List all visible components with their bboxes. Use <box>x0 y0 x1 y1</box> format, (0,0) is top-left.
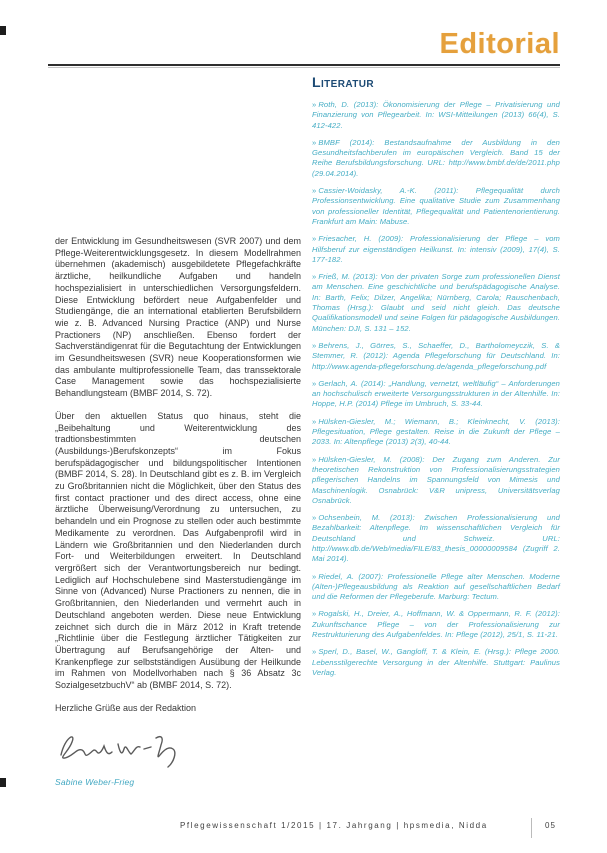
reference-entry <box>312 138 560 179</box>
reference-text: Roth, D. (2013): Ökonomisierung der Pflege – Privatisierung und Finanzierung von Pflegearbeit. In: WSI-Mitteilungen (2013) 66(4), S. 412-422. <box>312 100 560 130</box>
header-rule <box>48 64 560 66</box>
reference-text: Ochsenbein, M. (2013): Zwischen Professionalisierung und Bezahlbarkeit: Altenpflege. Im wissenschaftlichen Vergleich für Deutschland und Schweiz. URL: http://www.db.de/Web/media/FILE/83_thesis_00000009584 (Zugriff 2. Mai 2014). <box>312 513 560 564</box>
reference-bullet-icon: » <box>312 571 317 581</box>
page-footer <box>0 818 607 840</box>
literature-heading: Literatur <box>312 74 374 90</box>
editorial-body-column <box>55 236 301 789</box>
reference-bullet-icon: » <box>312 378 317 388</box>
reference-bullet-icon: » <box>312 186 317 196</box>
header-rule-shadow <box>48 67 560 68</box>
reference-text: Friesacher, H. (2009): Professionalisierung der Pflege – vom Hilfsberuf zur eigenständigen Heilkunst. In: intensiv (2009), 17(4), S. 177-182. <box>312 234 560 264</box>
footer-divider <box>531 818 532 838</box>
editorial-paragraphs <box>55 236 301 692</box>
reference-entry <box>312 341 560 372</box>
reference-bullet-icon: » <box>312 454 317 464</box>
reference-bullet-icon: » <box>312 137 317 147</box>
literature-column <box>312 74 560 685</box>
reference-entry <box>312 379 560 410</box>
reference-entry <box>312 647 560 678</box>
reference-entry <box>312 234 560 265</box>
reference-bullet-icon: » <box>312 513 317 523</box>
reference-bullet-icon: » <box>312 340 317 350</box>
closing-line: Herzliche Grüße aus der Redaktion <box>55 702 197 713</box>
reference-text: Rogalski, H., Dreier, A., Hoffmann, W. & Oppermann, R. F. (2012): Zukunftschance Pflege – von der Professionalisierung zur Restrukturierung des Aufgabenfeldes. In: Pflege (2012), 25/1, S. 11-21. <box>312 609 560 640</box>
reference-text: BMBF (2014): Bestandsaufnahme der Ausbildung in den Gesundheitsfachberufen im europäischen Vergleich. Band 15 der Reihe Berufsbildungsforschung. URL: http://www.bmbf.de/de/2011.php (29.04.2014). <box>312 137 560 178</box>
reference-text: Hülsken-Giesler, M. (2008): Der Zugang zum Anderen. Zur theoretischen Rekonstruktion von Professionalisierungsstrategien pflegerischen Handelns im Spannungsfeld von Mimesis und Maschinenlogik. Osnabrück: V&R unipress, Universitätsverlag Osnabrück. <box>312 454 560 505</box>
reference-bullet-icon: » <box>312 100 317 109</box>
reference-bullet-icon: » <box>312 234 317 244</box>
reference-bullet-icon: » <box>312 272 317 282</box>
reference-entry <box>312 572 560 603</box>
signature-image <box>51 725 191 775</box>
reference-bullet-icon: » <box>312 647 317 657</box>
reference-text: Cassier-Woidasky, A.-K. (2011): Pflegequalität durch Professionsentwicklung. Eine qualitative Studie zum Zusammenhang von professioneller Identität, Pflegequalität und Patientenorientierung. Frankfurt am Main: Mabuse. <box>312 186 560 226</box>
footer-journal-line: Pflegewissenschaft 1/2015 | 17. Jahrgang | hpsmedia, Nidda <box>180 821 488 830</box>
reference-bullet-icon: » <box>312 416 317 426</box>
body-paragraph: der Entwicklung im Gesundheitswesen (SVR 2007) und dem Pflege-Weiterentwicklungsgesetz. In diesem Modellrahmen übernehmen (akademisch) ausgebildetete Pflegefachkräfte ärztliche, heilkundliche Aufgaben und handeln hochspezialisiert in unterschiedlichen Versorgungsfeldern. Diese Entwicklung befördert neue Aufgabenfelder und Studiengänge, die an international etablierten Berufsbildern wie z. B. Advanced Nursing Practice (ANP) und Nurse Practioners (NP) anschließen. Ebenso fordert der Sachverständigenrat für die Begutachtung der Entwicklungen im Gesundheitswesen (SVR) neue Kooperationsformen wie das ambulante multiprofessionelle Team, das transsektorale Case Management sowie das hochspezialisierte Behandlungsteam (BMBF 2014, S. 72). <box>55 236 301 399</box>
reference-entry <box>312 455 560 506</box>
reference-entry <box>312 513 560 564</box>
reference-text: Hülsken-Giesler, M.; Wiemann, B.; Kleinknecht, V. (2013): Pflegesituation, Pflege gestalten. Reise in die Zukunft der Pflege – 2033. In: Altenpflege (2013) 2(3), 40-44. <box>312 416 560 447</box>
print-registration-mark-top <box>0 26 6 35</box>
author-name: Sabine Weber-Frieg <box>55 777 135 788</box>
reference-text: Riedel, A. (2007): Professionelle Pflege alter Menschen. Moderne (Alten-)Pflegeausbildung als Reaktion auf gesellschaftlichen Bedarf und die Reformen der Pflegeberufe. Marburg: Tectum. <box>312 571 560 602</box>
reference-text: Gerlach, A. (2014): „Handlung, vernetzt, weltläufig“ – Anforderungen an hochschulisch erweiterte Versorgungsstrukturen in der Altenhilfe. In: Hoppe, H.P. (2014) Pflege im Umbruch, S. 33-44. <box>312 378 560 409</box>
reference-list <box>312 100 560 678</box>
page-title: Editorial <box>439 28 560 60</box>
reference-entry <box>312 417 560 448</box>
print-registration-mark-bottom <box>0 778 6 787</box>
reference-bullet-icon: » <box>312 609 317 619</box>
reference-text: Behrens, J., Görres, S., Schaeffer, D., Bartholomeyczik, S. & Stemmer, R. (2012): Agenda Pflegeforschung für Deutschland. In: http://www.agenda-pflegeforschung.de/agenda_pflegeforschung.pdf <box>312 340 560 371</box>
reference-entry <box>312 272 560 334</box>
reference-entry <box>312 609 560 640</box>
reference-entry <box>312 186 560 227</box>
footer-page-number: 05 <box>545 821 556 830</box>
reference-text: Sperl, D., Basel, W., Gangloff, T. & Klein, E. (Hrsg.): Pflege 2000. Lebensstilgerechte Versorgung in der Altenhilfe. Stuttgart: Paulinus Verlag. <box>312 647 560 677</box>
reference-entry <box>312 100 560 131</box>
body-paragraph: Über den aktuellen Status quo hinaus, steht die „Beibehaltung und Weiterentwicklung des tradtionsbestimmten deutschen (Ausbildungs-)Berufskonzepts“ im Fokus berufspädagogischer und bildungspolitischer Intentionen (BMBF 2014, S. 28). In Deutschland gibt es z. B. im Vergleich zu Großbritannien nicht die Möglichkeit, über den Status des first contact practioner und des direct access, ohne eine ärztliche Überweisung/Verordnung zu untersuchen, zu behandeln und ein Prognose zu stellen oder auch bestimmte Medikamente zu verordnen. Das Aufgabenprofil wird in Ländern wie Großbritannien und den Niederlanden durch Fort- und Weiterbildungen erweitert. In Deutschland vergrößert sich der Verantwortungsbereich nur bedingt. Lediglich auf Hochschulebene sind Masterstudiengänge im Sinne von (Advanced) Nurse Practioners zu nennen, die in Großbritannien, den Niederlanden und vermehrt auch in Deutschland angeboten werden. Diese neue Entwicklung zeichnet sich durch die in März 2012 in Kraft tretende „Richtlinie über die Festlegung ärztlicher Tätigkeiten zur Übertragung auf Berufsangehörige der Alten- und Krankenpflege zur selbstständigen Ausübung der Heilkunde im Rahmen von Modellvorhaben nach § 36 Absatz 3c SozialgesetzbuchV“ ab (BMBF 2014, S. 72). <box>55 410 301 691</box>
reference-text: Frieß, M. (2013): Von der privaten Sorge zum professionellen Dienst am Menschen. Eine geschichtliche und berufspädagogische Analyse. In: Barth, Felix; Dilzer, Angelika; Nürnberg, Carola; Rauschenbach, Thomas (Hrsg.): Glaubt und seid nicht gleich. Das deutsche Qualifikationsmodell und seine Folgen für pädagogische Ausbildungen. München: DJI, S. 131 – 152. <box>312 272 560 333</box>
